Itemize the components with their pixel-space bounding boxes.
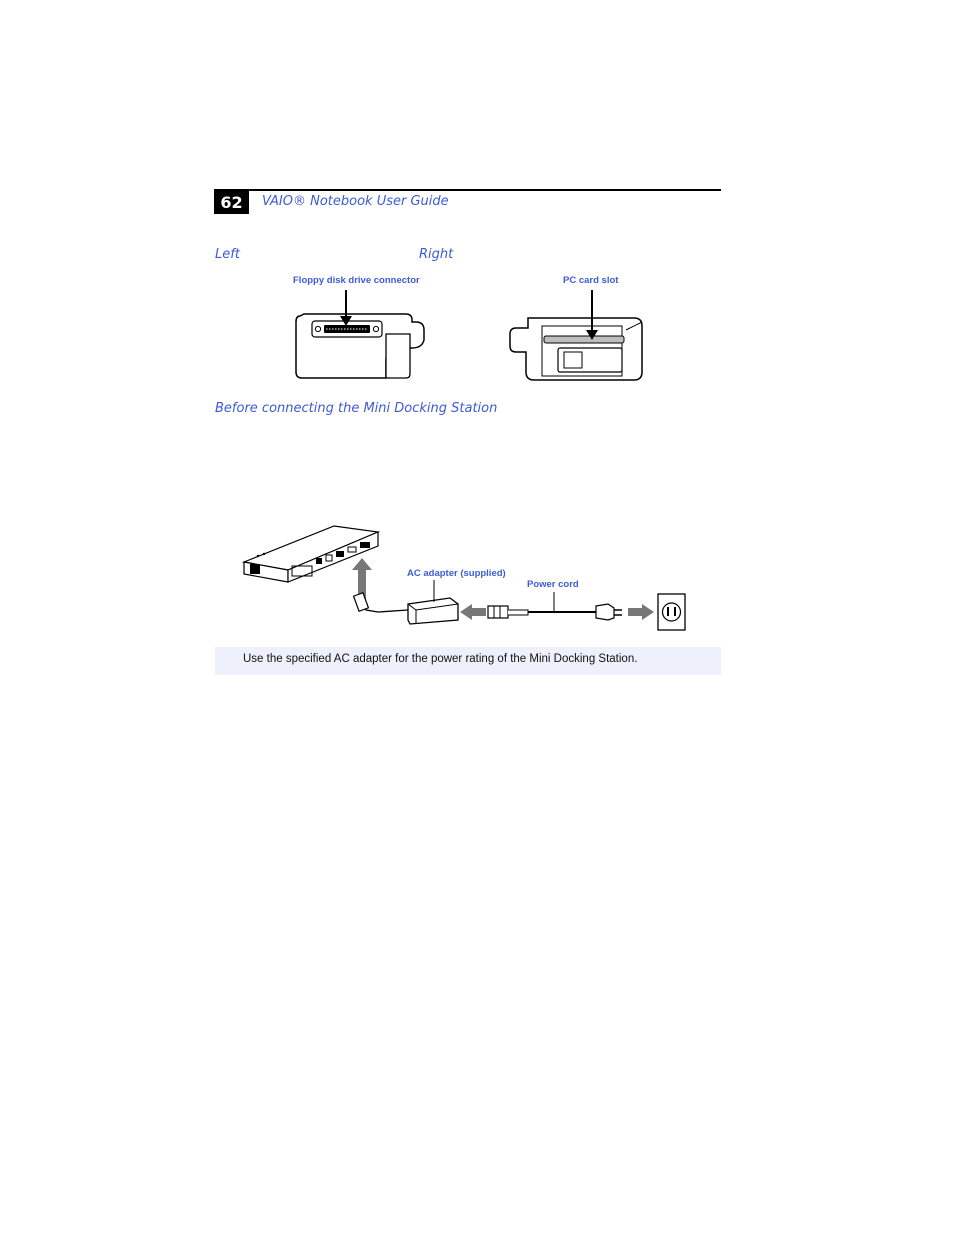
- left-side-label: Left: [215, 247, 240, 262]
- floppy-connector-callout: Floppy disk drive connector: [293, 275, 420, 286]
- power-connection-illustration: [238, 520, 690, 636]
- docking-station-right-side-illustration: [506, 286, 646, 384]
- pc-card-slot-callout: PC card slot: [563, 275, 619, 286]
- right-side-label: Right: [419, 247, 454, 262]
- section-heading: Before connecting the Mini Docking Station: [215, 401, 498, 416]
- power-cord-callout: Power cord: [527, 579, 579, 590]
- header-rule: [214, 189, 721, 191]
- docking-station-left-side-illustration: [290, 286, 430, 384]
- page-number: 62: [214, 191, 249, 214]
- guide-title: VAIO® Notebook User Guide: [262, 194, 449, 209]
- note-text: Use the specified AC adapter for the power rating of the Mini Docking Station.: [243, 653, 638, 665]
- ac-adapter-callout: AC adapter (supplied): [407, 568, 506, 579]
